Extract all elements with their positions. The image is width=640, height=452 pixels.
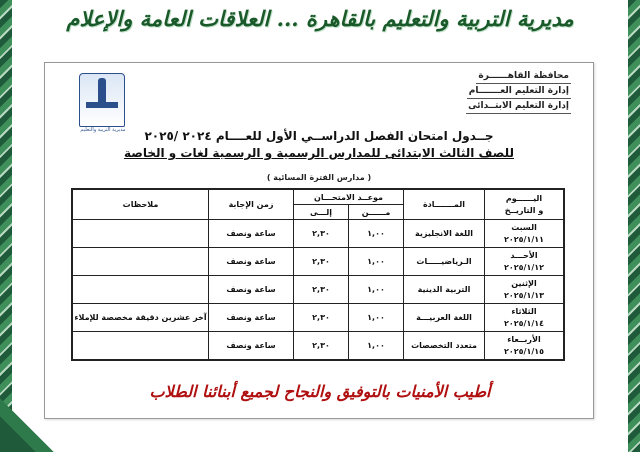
- notes-cell: [72, 276, 209, 304]
- subject-cell: الـرياضيـــــات: [404, 248, 485, 276]
- header-subject: المـــــــادة: [404, 189, 485, 220]
- notes-cell: [72, 332, 209, 361]
- exam-table: [71, 188, 565, 361]
- header-to: إلـــى: [294, 205, 349, 220]
- to-cell: ٢,٣٠: [294, 220, 349, 248]
- notes-cell: آخر عشرين دقيقة مخصصة للإملاء: [72, 304, 209, 332]
- footer-wishes: أطيب الأمنيات بالتوفيق والنجاح لجميع أبنائنا الطلاب: [149, 382, 491, 401]
- from-cell: ١,٠٠: [349, 276, 404, 304]
- directorate-header: [466, 69, 571, 114]
- header-line-governorate: محافظة القاهــــــرة: [476, 69, 571, 84]
- to-cell: ٢,٣٠: [294, 332, 349, 361]
- header-day-date: اليــــــوم و التاريــخ: [485, 189, 565, 220]
- day-date-cell: الأربــعاء ٢٠٢٥/١/١٥: [485, 332, 565, 361]
- table-row: [72, 220, 564, 248]
- duration-cell: ساعة ونصف: [209, 276, 294, 304]
- table-row: [72, 248, 564, 276]
- logo-caption: مديرية التربية والتعليم: [80, 127, 126, 133]
- to-cell: ٢,٣٠: [294, 304, 349, 332]
- header-exam-time: موعــد الامتحـــان: [294, 189, 404, 205]
- header-duration: زمن الإجابة: [209, 189, 294, 220]
- exam-schedule-sheet: [44, 62, 594, 419]
- from-cell: ١,٠٠: [349, 304, 404, 332]
- notes-cell: [72, 220, 209, 248]
- subject-cell: اللغة الانجليزية: [404, 220, 485, 248]
- table-row: [72, 332, 564, 361]
- page-banner: مديرية التربية والتعليم بالقاهرة ... العلاقات العامة والإعلام: [66, 6, 574, 31]
- day-date-cell: الثلاثاء ٢٠٢٥/١/١٤: [485, 304, 565, 332]
- notes-cell: [72, 248, 209, 276]
- header-from: مــــــن: [349, 205, 404, 220]
- duration-cell: ساعة ونصف: [209, 332, 294, 361]
- day-date-cell: الإثنين ٢٠٢٥/١/١٣: [485, 276, 565, 304]
- subject-cell: اللغة العربيـــة: [404, 304, 485, 332]
- header-line-general-education: إدارة التعليم العـــــــام: [467, 84, 571, 99]
- directorate-logo-icon: [79, 73, 125, 127]
- period-note: ( مدارس الفترة المسائية ): [266, 173, 372, 182]
- day-date-cell: السبت ٢٠٢٥/١/١١: [485, 220, 565, 248]
- duration-cell: ساعة ونصف: [209, 220, 294, 248]
- day-date-cell: الأحـــد ٢٠٢٥/١/١٢: [485, 248, 565, 276]
- table-row: [72, 304, 564, 332]
- schedule-subtitle: للصف الثالث الابتدائى للمدارس الرسمية و الرسمية لغات و الخاصة: [123, 146, 515, 160]
- from-cell: ١,٠٠: [349, 248, 404, 276]
- to-cell: ٢,٣٠: [294, 248, 349, 276]
- header-notes: ملاحظات: [72, 189, 209, 220]
- subject-cell: متعدد التخصصات: [404, 332, 485, 361]
- from-cell: ١,٠٠: [349, 220, 404, 248]
- header-line-primary-education: إدارة التعليم الابتــدائى: [466, 99, 571, 114]
- duration-cell: ساعة ونصف: [209, 304, 294, 332]
- duration-cell: ساعة ونصف: [209, 248, 294, 276]
- subject-cell: التربية الدينية: [404, 276, 485, 304]
- schedule-title: جــدول امتحان الفصل الدراســي الأول للعــــام ٢٠٢٤ /٢٠٢٥: [144, 129, 494, 143]
- to-cell: ٢,٣٠: [294, 276, 349, 304]
- from-cell: ١,٠٠: [349, 332, 404, 361]
- table-row: [72, 276, 564, 304]
